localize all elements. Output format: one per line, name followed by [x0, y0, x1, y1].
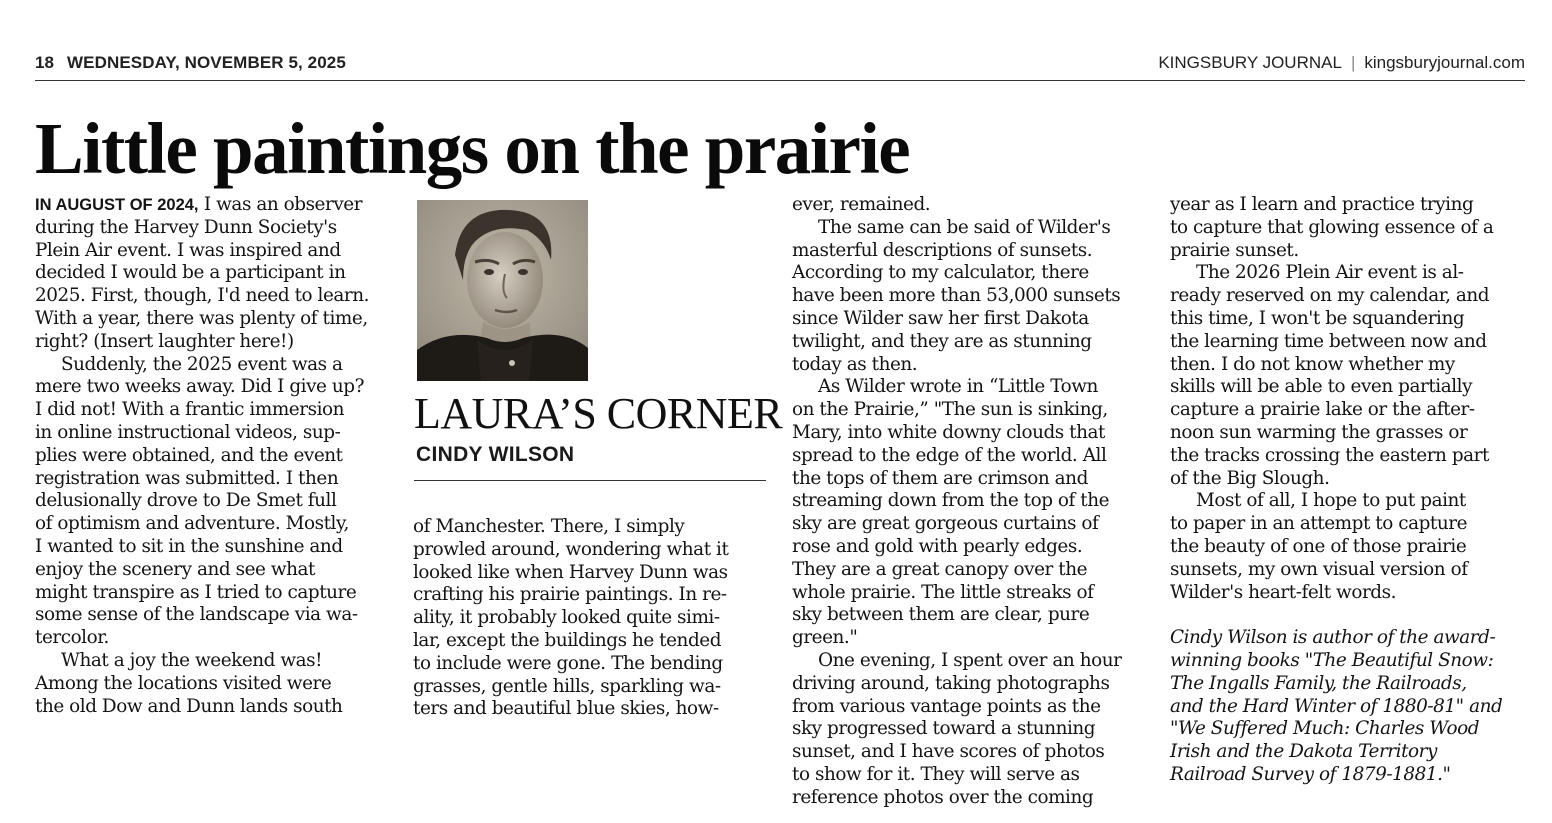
text-line: The 2026 Plein Air event is al-: [1196, 262, 1464, 284]
text-line: to capture that glowing essence of a: [1170, 216, 1494, 238]
text-line: One evening, I spent over an hour: [818, 649, 1122, 671]
text-line: delusionally drove to De Smet full: [35, 490, 337, 512]
text-line: to paper in an attempt to capture: [1170, 513, 1468, 535]
paragraph-7: [792, 376, 1147, 650]
paragraph-2: [35, 354, 390, 650]
text-line: The Ingalls Family, the Railroads,: [1170, 672, 1467, 694]
text-line: this time, I won't be squandering: [1170, 307, 1465, 329]
text-line: Irish and the Dakota Territory: [1170, 741, 1437, 763]
text-line: right? (Insert laughter here!): [35, 330, 294, 352]
text-line: Most of all, I hope to put paint: [1196, 490, 1466, 512]
text-line: driving around, taking photographs: [792, 672, 1110, 694]
text-line: tercolor.: [35, 627, 109, 649]
text-line: spread to the edge of the world. All: [792, 444, 1107, 466]
text-line: during the Harvey Dunn Society's: [35, 216, 337, 238]
text-line: skills will be able to even partially: [1170, 376, 1473, 398]
text-line: sunset, and I have scores of photos: [792, 741, 1105, 763]
text-line: since Wilder saw her first Dakota: [792, 307, 1089, 329]
portrait-photo-icon: [417, 200, 588, 381]
text-line: ters and beautiful blue skies, how-: [413, 698, 719, 720]
text-line: Suddenly, the 2025 event was a: [61, 353, 343, 375]
publication-name: KINGSBURY JOURNAL: [1158, 53, 1342, 72]
paragraph-6: [792, 217, 1147, 377]
text-line: masterful descriptions of sunsets.: [792, 239, 1093, 261]
text-line: to include were gone. The bending: [413, 652, 723, 674]
text-line: reference photos over the coming: [792, 786, 1094, 808]
text-line: streaming down from the top of the: [792, 490, 1110, 512]
text-line: Among the locations visited were: [35, 672, 332, 694]
text-line: the old Dow and Dunn lands south: [35, 695, 343, 717]
text-line: sky are great gorgeous curtains of: [792, 513, 1099, 535]
text-line: lar, except the buildings he tended: [413, 629, 722, 651]
text-line: of Manchester. There, I simply: [413, 516, 685, 537]
text-line: Mary, into white downy clouds that: [792, 421, 1105, 443]
byline: CINDY WILSON: [416, 443, 575, 466]
text-line: of the Big Slough.: [1170, 467, 1330, 489]
text-line: winning books "The Beautiful Snow:: [1170, 649, 1494, 671]
paragraph-4: [413, 516, 768, 721]
text-line: prairie sunset.: [1170, 239, 1299, 261]
text-line: green.": [792, 627, 858, 649]
text-line: enjoy the scenery and see what: [35, 558, 315, 580]
text-line: the beauty of one of those prairie: [1170, 535, 1467, 557]
text-line: Railroad Survey of 1879-1881.": [1170, 763, 1451, 785]
article-column-1: [35, 194, 390, 718]
page-header: [35, 50, 1525, 81]
text-line: "We Suffered Much: Charles Wood: [1170, 718, 1480, 740]
text-line: Cindy Wilson is author of the award-: [1170, 627, 1496, 649]
text-line: What a joy the weekend was!: [61, 649, 323, 671]
text-line: then. I do not know whether my: [1170, 353, 1455, 375]
text-line: Wilder's heart-felt words.: [1170, 581, 1396, 603]
paragraph-5: [792, 194, 1147, 217]
text-line: sunsets, my own visual version of: [1170, 558, 1468, 580]
text-line: rose and gold with pearly edges.: [792, 535, 1083, 557]
header-separator: |: [1350, 53, 1356, 72]
author-portrait: [417, 200, 588, 381]
article-column-2: [413, 516, 768, 721]
text-line: mere two weeks away. Did I give up?: [35, 376, 364, 398]
text-line: and the Hard Winter of 1880-81" and: [1170, 695, 1503, 717]
text-line: of optimism and adventure. Mostly,: [35, 513, 349, 535]
page-number: 18: [35, 53, 54, 72]
text-line: the tops of them are crimson and: [792, 467, 1088, 489]
paragraph-3: [35, 650, 390, 718]
text-line: on the Prairie,” "The sun is sinking,: [792, 399, 1108, 421]
divider: [414, 480, 766, 481]
paragraph-9: [1170, 194, 1530, 262]
text-line: sky progressed toward a stunning: [792, 718, 1096, 740]
issue-date: WEDNESDAY, NOVEMBER 5, 2025: [67, 53, 346, 72]
paragraph-10: [1170, 262, 1530, 490]
text-line: crafting his prairie paintings. In re-: [413, 584, 727, 606]
text-line: prowled around, wondering what it: [413, 538, 729, 560]
text-line: According to my calculator, there: [792, 262, 1089, 284]
text-line: noon sun warming the grasses or: [1170, 421, 1468, 443]
text-line: ality, it probably looked quite simi-: [413, 607, 720, 629]
text-line: whole prairie. The little streaks of: [792, 581, 1094, 603]
text-line: from various vantage points as the: [792, 695, 1101, 717]
text-line: in online instructional videos, sup-: [35, 421, 341, 443]
website-link[interactable]: kingsburyjournal.com: [1364, 53, 1525, 72]
article-column-3: [792, 194, 1147, 810]
text-line: sky between them are clear, pure: [792, 604, 1090, 626]
text-line: looked like when Harvey Dunn was: [413, 561, 728, 583]
text-line: I wanted to sit in the sunshine and: [35, 535, 343, 557]
text-line: have been more than 53,000 sunsets: [792, 285, 1121, 307]
author-bio: [1170, 627, 1530, 787]
text-line: today as then.: [792, 353, 918, 375]
text-line: As Wilder wrote in “Little Town: [818, 376, 1098, 398]
text-line: decided I would be a participant in: [35, 262, 346, 284]
text-line: ever, remained.: [792, 194, 931, 215]
article-column-4: [1170, 194, 1530, 787]
text-line: IN AUGUST OF 2024, I was an observer: [35, 194, 363, 215]
text-line: capture a prairie lake or the after-: [1170, 399, 1475, 421]
text-line: The same can be said of Wilder's: [818, 216, 1111, 238]
column-title: LAURA’S CORNER: [414, 389, 783, 438]
text-line: some sense of the landscape via wa-: [35, 604, 358, 626]
text-line: With a year, there was plenty of time,: [35, 307, 368, 329]
text-line: plies were obtained, and the event: [35, 444, 343, 466]
text-line: ready reserved on my calendar, and: [1170, 285, 1490, 307]
paragraph-8: [792, 650, 1147, 810]
text-line: grasses, gentle hills, sparkling wa-: [413, 675, 721, 697]
paragraph-1: [35, 194, 390, 354]
text-line: I did not! With a frantic immersion: [35, 399, 345, 421]
text-line: year as I learn and practice trying: [1170, 194, 1474, 215]
text-line: the tracks crossing the eastern part: [1170, 444, 1489, 466]
text-line: the learning time between now and: [1170, 330, 1487, 352]
text-line: twilight, and they are as stunning: [792, 330, 1092, 352]
lead-in: IN AUGUST OF 2024,: [35, 196, 199, 214]
paragraph-11: [1170, 490, 1530, 604]
text-line: might transpire as I tried to capture: [35, 581, 357, 603]
masthead-right: [1158, 53, 1525, 73]
text-line: to show for it. They will serve as: [792, 763, 1080, 785]
text-line: registration was submitted. I then: [35, 467, 339, 489]
text-line: Plein Air event. I was inspired and: [35, 239, 341, 261]
article-headline: Little paintings on the prairie: [35, 108, 910, 189]
text-line: They are a great canopy over the: [792, 558, 1088, 580]
text-line: 2025. First, though, I'd need to learn.: [35, 285, 370, 307]
